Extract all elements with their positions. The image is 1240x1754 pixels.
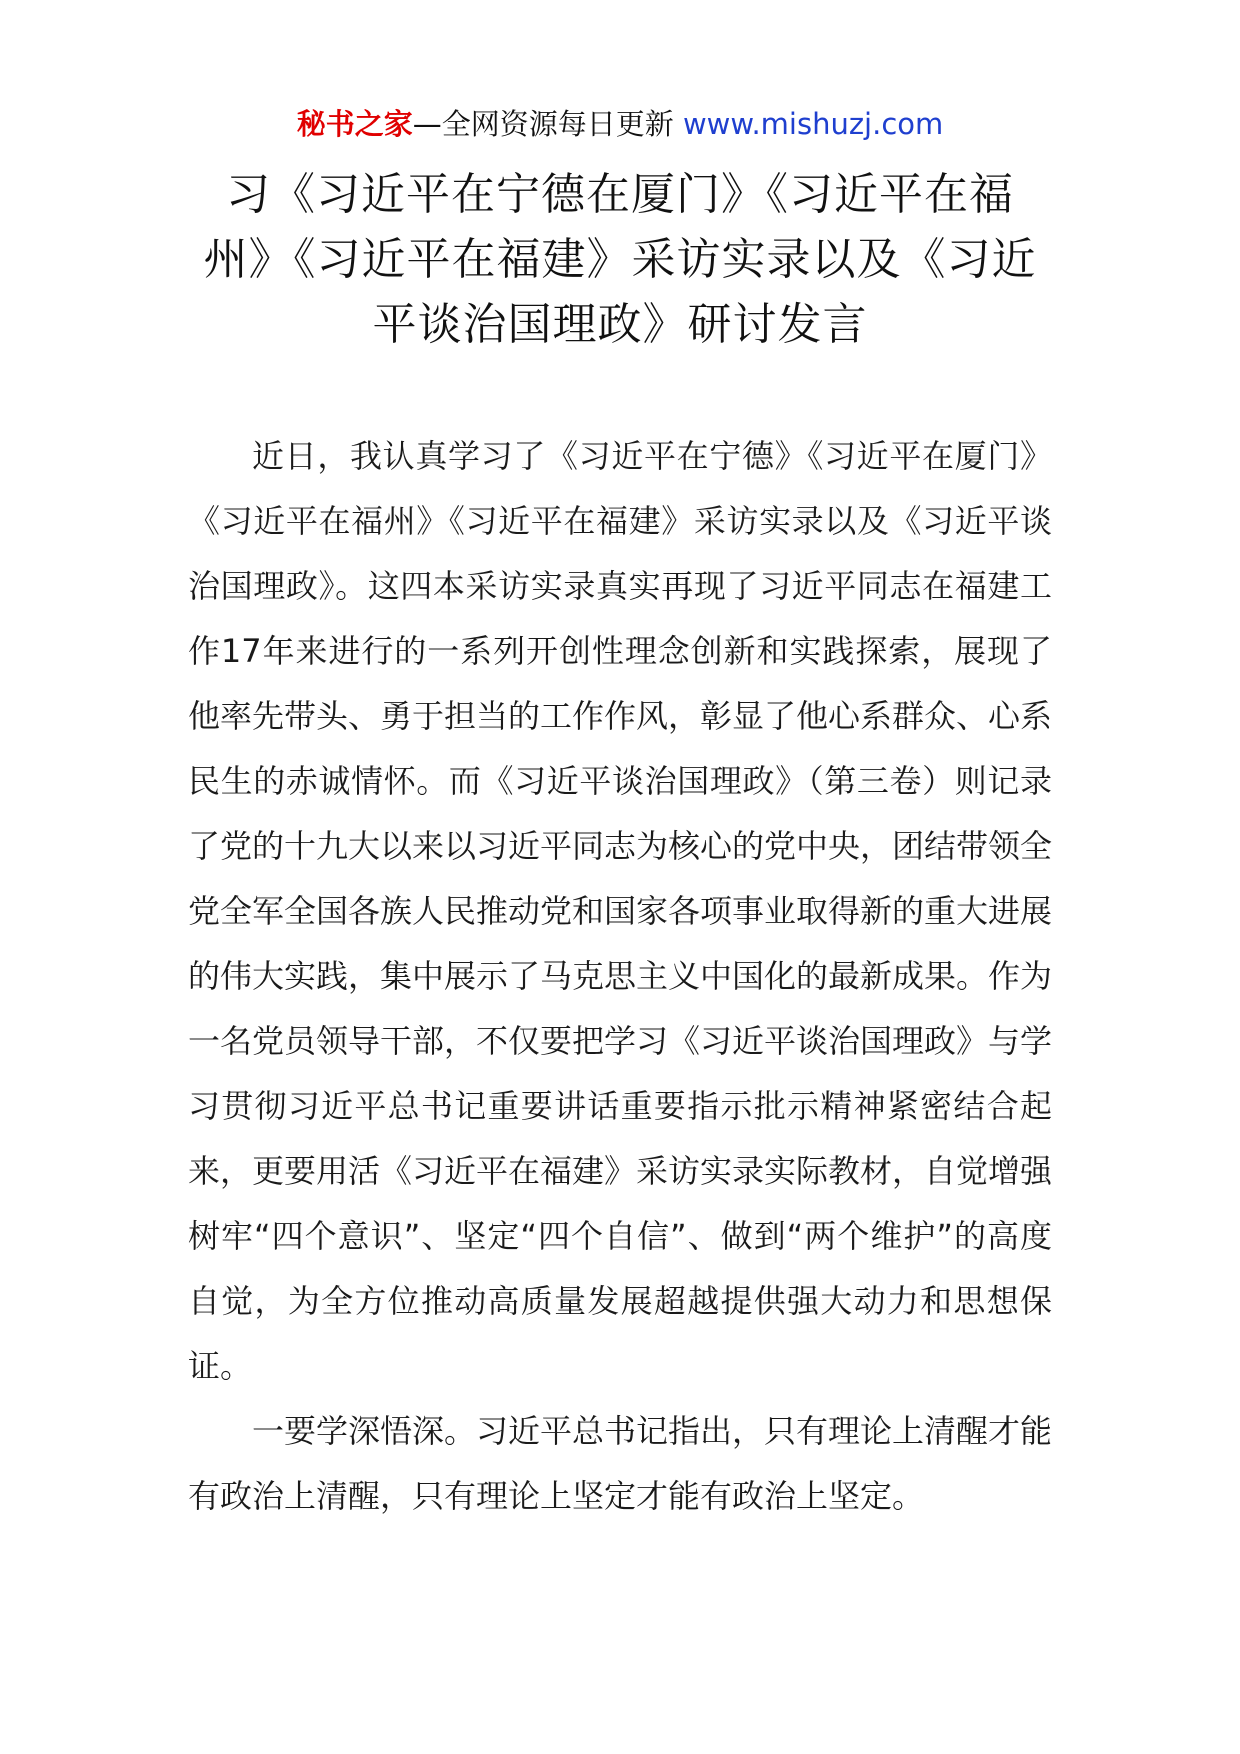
brand-name: 秘书之家: [296, 107, 413, 141]
document-body: [188, 424, 1052, 1529]
site-url: www.mishuzj.com: [682, 107, 944, 141]
body-paragraph-intro: 近日，我认真学习了《习近平在宁德》《习近平在厦门》《习近平在福州》《习近平在福建》采访实录以及《习近平谈治国理政》。这四本采访实录真实再现了习近平同志在福建工作17年来进行的一系列开创性理念创新和实践探索，展现了他率先带头、勇于担当的工作作风，彰显了他心系群众、心系民生的赤诚情怀。而《习近平谈治国理政》（第三卷）则记录了党的十九大以来以习近平同志为核心的党中央，团结带领全党全军全国各族人民推动党和国家各项事业取得新的重大进展的伟大实践，集中展示了马克思主义中国化的最新成果。作为一名党员领导干部，不仅要把学习《习近平谈治国理政》与学习贯彻习近平总书记重要讲话重要指示批示精神紧密结合起来，更要用活《习近平在福建》采访实录实际教材，自觉增强树牢“四个意识”、坚定“四个自信”、做到“两个维护”的高度自觉，为全方位推动高质量发展超越提供强大动力和思想保证。: [188, 437, 1053, 1385]
document-title: 习《习近平在宁德在厦门》《习近平在福州》《习近平在福建》采访实录以及《习近平谈治国理政》研讨发言: [203, 169, 1037, 350]
header-tagline: —全网资源每日更新: [412, 107, 683, 141]
page-header: [0, 104, 1240, 144]
body-paragraph-point-one: 一要学深悟深。习近平总书记指出，只有理论上清醒才能有政治上清醒，只有理论上坚定才能有政治上坚定。: [188, 1412, 1053, 1515]
